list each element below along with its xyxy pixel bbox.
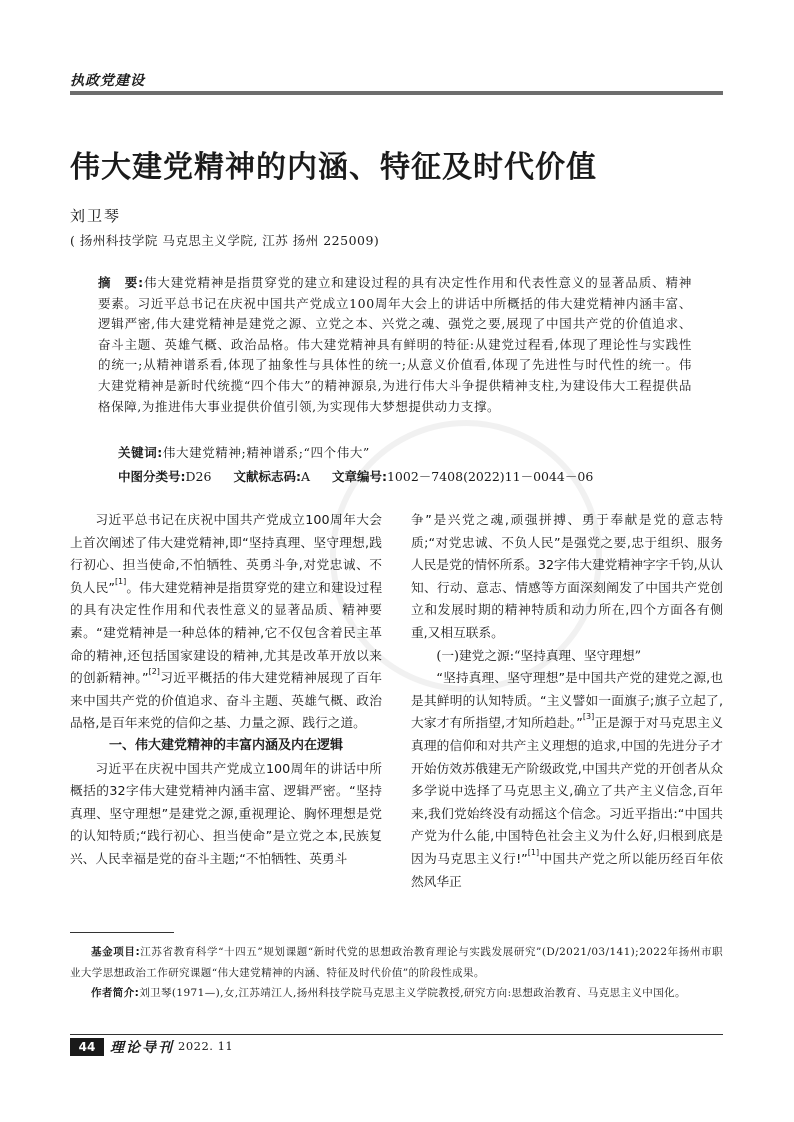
clc-label: 中图分类号: xyxy=(118,469,186,484)
section-header: 执政党建设 xyxy=(70,73,145,89)
author-bio-note: 作者简介:刘卫琴(1971—),女,江苏靖江人,扬州科技学院马克思主义学院教授,研究方向:思想政治教育、马克思主义中国化。 xyxy=(91,987,686,999)
paragraph: 习近平在庆祝中国共产党成立100周年的讲话中所概括的32字伟大建党精神内涵丰富、逻辑严密。“坚持真理、坚守理想”是建党之源,重视理论、胸怀理想是党的认知特质;“践行初心、担当使命”是立党之本,民族复兴、人民幸福是党的奋斗主题;“不怕牺牲、英勇斗 xyxy=(70,760,382,866)
paragraph: “坚持真理、坚守理想”是中国共产党的建党之源,也是其鲜明的认知特质。“主义譬如一面旗子;旗子立起了,大家才有所指望,才知所趋赴。”[3]正是源于对马克思主义真理的信仰和对共产主义理想的追求,中国的先进分子才开始仿效苏俄建无产阶级政党,中国共产党的开创者从众多学说中选择了马克思主义,确立了共产主义信念,百年来,我们党始终没有动摇这个信念。习近平指出:“中国共产党为什么能,中国特色社会主义为什么好,归根到底是因为马克思主义行!”[1]中国共产党之所以能历经百年依然风华正 xyxy=(411,670,724,889)
page-number: 44 xyxy=(70,1038,104,1056)
citation-ref: [3] xyxy=(582,712,595,722)
article-title: 伟大建党精神的内涵、特征及时代价值 xyxy=(70,150,597,185)
doc-code-value: A xyxy=(300,469,310,484)
citation-ref: [1] xyxy=(114,576,127,586)
doc-code-label: 文献标志码: xyxy=(233,469,301,484)
footnote-rule xyxy=(70,932,174,933)
header-rule xyxy=(70,91,723,95)
classification-line xyxy=(118,467,593,485)
paragraph: 习近平总书记在庆祝中国共产党成立100周年大会上首次阐述了伟大建党精神,即“坚持真理、坚守理想,践行初心、担当使命,不怕牺牲、英勇斗争,对党忠诚、不负人民”[1]。伟大建党精神是指贯穿党的建立和建设过程的具有决定性作用和代表性意义的显著品质、精神要素。“建党精神是一种总体的精神,它不仅包含着民主革命的精神,还包括国家建设的精神,尤其是改革开放以来的创新精神。”[2]习近平概括的伟大建党精神展现了百年来中国共产党的价值追求、奋斗主题、英雄气概、政治品格,是百年来党的信仰之基、力量之源、践行之道。 xyxy=(70,512,383,731)
paragraph: 争”是兴党之魂,顽强拼搏、勇于奉献是党的意志特质;“对党忠诚、不负人民”是强党之要,忠于组织、服务人民是党的情怀所系。32字伟大建党精神字字千钧,从认知、行动、意志、情感等方面深刻阐发了中国共产党创立和发展时期的精神特质和动力所在,四个方面各有侧重,又相互联系。 xyxy=(411,512,723,640)
author-affiliation: ( 扬州科技学院 马克思主义学院, 江苏 扬州 225009) xyxy=(70,233,380,248)
author-name: 刘卫琴 xyxy=(70,207,122,225)
journal-name: 理论导刊 xyxy=(110,1040,174,1056)
subsection-heading: (一)建党之源:“坚持真理、坚守理想” xyxy=(436,647,642,663)
abstract-text: 伟大建党精神是指贯穿党的建立和建设过程的具有决定性作用和代表性意义的显著品质、精神要素。习近平总书记在庆祝中国共产党成立100周年大会上的讲话中所概括的伟大建党精神内涵丰富、逻辑严密,伟大建党精神是建党之源、立党之本、兴党之魂、强党之要,展现了中国共产党的价值追求、奋斗主题、英雄气概、政治品格。伟大建党精神具有鲜明的特征:从建党过程看,体现了理论性与实践性的统一;从精神谱系看,体现了抽象性与具体性的统一;从意义价值看,体现了先进性与时代性的统一。伟大建党精神是新时代统揽“四个伟大”的精神源泉,为进行伟大斗争提供精神支柱,为建设伟大工程提供品格保障,为推进伟大事业提供价值引领,为实现伟大梦想提供动力支撑。 xyxy=(98,275,692,414)
section-heading: 一、伟大建党精神的丰富内涵及内在逻辑 xyxy=(108,737,343,753)
footnotes xyxy=(70,942,723,1004)
keywords-label: 关键词: xyxy=(118,445,163,460)
citation-ref: [1] xyxy=(527,847,540,857)
abstract xyxy=(98,273,692,417)
body-column-right xyxy=(411,509,723,893)
body-column-left xyxy=(70,509,382,871)
article-id-label: 文章编号: xyxy=(331,469,387,484)
clc-value: D26 xyxy=(185,469,212,484)
funding-note: 基金项目:江苏省教育科学“十四五”规划课题“新时代党的思想政治教育理论与实践发展研究”(D/2021/03/141);2022年扬州市职业大学思想政治工作研究课题“伟大建党精神的内涵、特征及时代价值”的阶段性成果。 xyxy=(70,946,724,979)
keywords xyxy=(118,443,370,461)
journal-issue: 2022. 11 xyxy=(178,1039,234,1053)
keywords-text: 伟大建党精神;精神谱系;“四个伟大” xyxy=(162,445,370,460)
citation-ref: [2] xyxy=(148,667,160,677)
abstract-label: 摘 要: xyxy=(98,275,144,290)
footer-rule xyxy=(70,1034,723,1035)
article-id-value: 1002－7408(2022)11－0044－06 xyxy=(386,469,594,484)
